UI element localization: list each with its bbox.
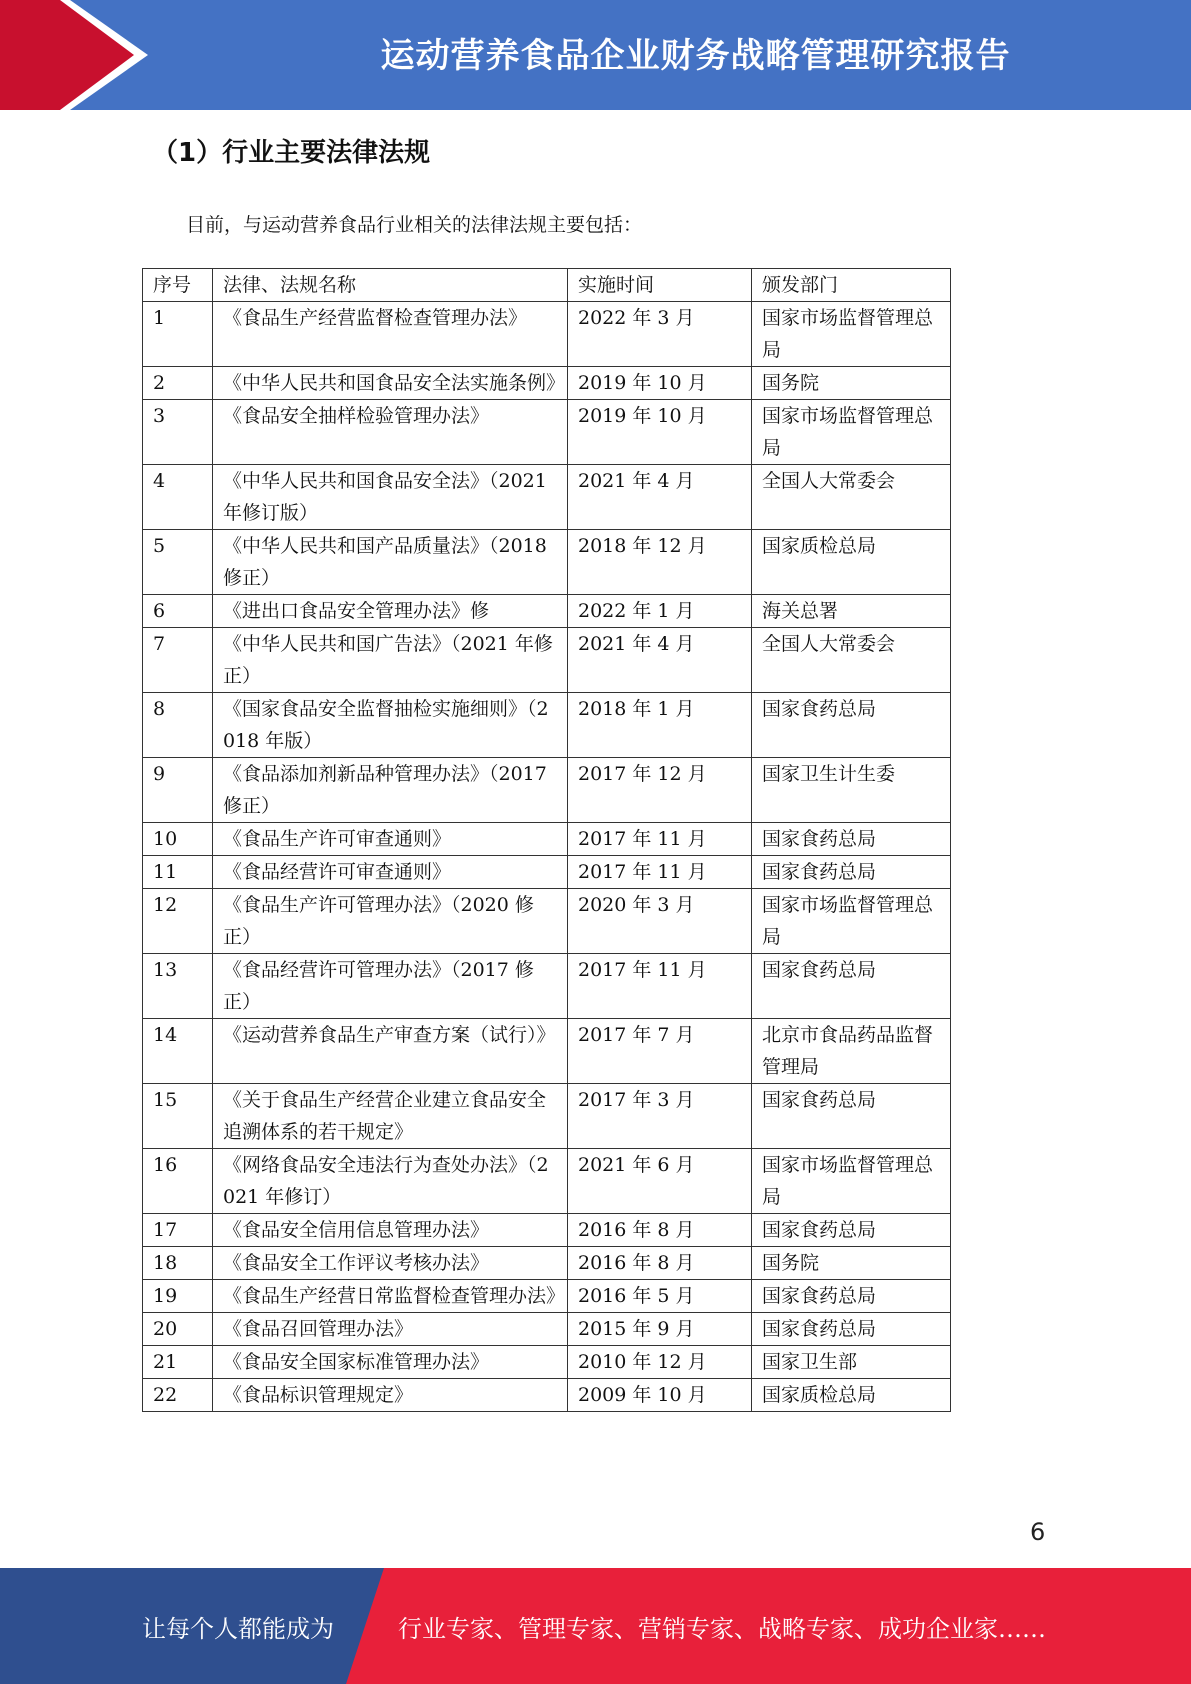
issuing-authority: 国家食药总局 [752,823,951,856]
row-index: 15 [143,1084,213,1149]
effective-date: 2016 年 5 月 [568,1280,752,1313]
table-row [143,1346,951,1379]
header-law-name: 法律、法规名称 [213,269,568,302]
table-row [143,693,951,758]
intro-paragraph: 目前，与运动营养食品行业相关的法律法规主要包括： [186,214,643,236]
row-index: 4 [143,465,213,530]
row-index: 5 [143,530,213,595]
law-name: 《中华人民共和国产品质量法》（2018 修正） [213,530,568,595]
page-number: 6 [1030,1518,1046,1546]
table-row [143,595,951,628]
issuing-authority: 国家市场监督管理总局 [752,302,951,367]
table-row [143,856,951,889]
table-row [143,1280,951,1313]
row-index: 8 [143,693,213,758]
issuing-authority: 国家卫生部 [752,1346,951,1379]
issuing-authority: 国家质检总局 [752,1379,951,1412]
law-name: 《网络食品安全违法行为查处办法》（2021 年修订） [213,1149,568,1214]
table-header-row [143,269,951,302]
effective-date: 2015 年 9 月 [568,1313,752,1346]
table-row [143,1247,951,1280]
row-index: 17 [143,1214,213,1247]
effective-date: 2022 年 3 月 [568,302,752,367]
section-heading: （1）行业主要法律法规 [152,138,431,168]
effective-date: 2020 年 3 月 [568,889,752,954]
row-index: 18 [143,1247,213,1280]
law-name: 《食品经营许可审查通则》 [213,856,568,889]
issuing-authority: 国家市场监督管理总局 [752,889,951,954]
issuing-authority: 国家食药总局 [752,856,951,889]
row-index: 16 [143,1149,213,1214]
table-row [143,530,951,595]
effective-date: 2017 年 11 月 [568,954,752,1019]
row-index: 11 [143,856,213,889]
table-row [143,758,951,823]
table-row [143,1084,951,1149]
row-index: 2 [143,367,213,400]
law-name: 《关于食品生产经营企业建立食品安全追溯体系的若干规定》 [213,1084,568,1149]
table-row [143,628,951,693]
header-arrow-decoration [0,0,160,110]
table-row [143,400,951,465]
effective-date: 2016 年 8 月 [568,1214,752,1247]
row-index: 14 [143,1019,213,1084]
table-row [143,1313,951,1346]
law-name: 《进出口食品安全管理办法》修 [213,595,568,628]
table-row [143,889,951,954]
issuing-authority: 国务院 [752,1247,951,1280]
law-name: 《食品生产许可审查通则》 [213,823,568,856]
issuing-authority: 国务院 [752,367,951,400]
header-issuing-authority: 颁发部门 [752,269,951,302]
row-index: 13 [143,954,213,1019]
table-row [143,367,951,400]
effective-date: 2021 年 4 月 [568,465,752,530]
effective-date: 2021 年 6 月 [568,1149,752,1214]
table-row [143,1214,951,1247]
law-name: 《食品生产许可管理办法》（2020 修正） [213,889,568,954]
issuing-authority: 北京市食品药品监督管理局 [752,1019,951,1084]
row-index: 12 [143,889,213,954]
law-name: 《食品添加剂新品种管理办法》（2017 修正） [213,758,568,823]
table-row [143,823,951,856]
issuing-authority: 国家质检总局 [752,530,951,595]
table-row [143,465,951,530]
row-index: 1 [143,302,213,367]
effective-date: 2017 年 11 月 [568,823,752,856]
effective-date: 2017 年 3 月 [568,1084,752,1149]
page-header [0,0,1191,110]
law-name: 《食品标识管理规定》 [213,1379,568,1412]
row-index: 20 [143,1313,213,1346]
row-index: 22 [143,1379,213,1412]
effective-date: 2018 年 12 月 [568,530,752,595]
laws-table-body [143,302,951,1412]
row-index: 9 [143,758,213,823]
effective-date: 2010 年 12 月 [568,1346,752,1379]
effective-date: 2021 年 4 月 [568,628,752,693]
effective-date: 2009 年 10 月 [568,1379,752,1412]
table-row [143,1149,951,1214]
effective-date: 2017 年 12 月 [568,758,752,823]
issuing-authority: 全国人大常委会 [752,628,951,693]
effective-date: 2017 年 7 月 [568,1019,752,1084]
effective-date: 2019 年 10 月 [568,400,752,465]
table-row [143,954,951,1019]
effective-date: 2016 年 8 月 [568,1247,752,1280]
row-index: 3 [143,400,213,465]
law-name: 《运动营养食品生产审查方案（试行）》 [213,1019,568,1084]
table-row [143,1019,951,1084]
issuing-authority: 国家食药总局 [752,1084,951,1149]
effective-date: 2019 年 10 月 [568,367,752,400]
law-name: 《国家食品安全监督抽检实施细则》（2018 年版） [213,693,568,758]
page-footer [0,1568,1191,1684]
issuing-authority: 国家市场监督管理总局 [752,1149,951,1214]
law-name: 《食品安全国家标准管理办法》 [213,1346,568,1379]
issuing-authority: 国家食药总局 [752,1214,951,1247]
footer-slogan-left: 让每个人都能成为 [142,1614,334,1643]
law-name: 《中华人民共和国食品安全法》（2021 年修订版） [213,465,568,530]
issuing-authority: 国家卫生计生委 [752,758,951,823]
row-index: 10 [143,823,213,856]
issuing-authority: 全国人大常委会 [752,465,951,530]
law-name: 《食品安全抽样检验管理办法》 [213,400,568,465]
header-effective-date: 实施时间 [568,269,752,302]
law-name: 《食品生产经营监督检查管理办法》 [213,302,568,367]
header-index: 序号 [143,269,213,302]
issuing-authority: 国家食药总局 [752,1280,951,1313]
law-name: 《食品安全工作评议考核办法》 [213,1247,568,1280]
row-index: 7 [143,628,213,693]
law-name: 《食品召回管理办法》 [213,1313,568,1346]
table-row [143,302,951,367]
effective-date: 2017 年 11 月 [568,856,752,889]
issuing-authority: 国家食药总局 [752,693,951,758]
effective-date: 2018 年 1 月 [568,693,752,758]
issuing-authority: 国家食药总局 [752,954,951,1019]
footer-slogan-right: 行业专家、管理专家、营销专家、战略专家、成功企业家…… [398,1614,1046,1643]
table-row [143,1379,951,1412]
law-name: 《食品生产经营日常监督检查管理办法》 [213,1280,568,1313]
issuing-authority: 国家食药总局 [752,1313,951,1346]
law-name: 《中华人民共和国食品安全法实施条例》 [213,367,568,400]
law-name: 《食品经营许可管理办法》（2017 修正） [213,954,568,1019]
issuing-authority: 海关总署 [752,595,951,628]
report-title: 运动营养食品企业财务战略管理研究报告 [380,35,1011,76]
row-index: 21 [143,1346,213,1379]
row-index: 6 [143,595,213,628]
issuing-authority: 国家市场监督管理总局 [752,400,951,465]
effective-date: 2022 年 1 月 [568,595,752,628]
laws-table [142,268,951,1412]
law-name: 《食品安全信用信息管理办法》 [213,1214,568,1247]
law-name: 《中华人民共和国广告法》（2021 年修正） [213,628,568,693]
row-index: 19 [143,1280,213,1313]
